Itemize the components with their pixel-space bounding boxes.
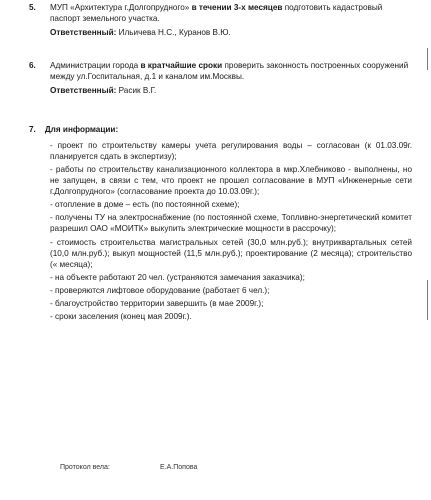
- item-6-text-pre: Администрации города: [50, 61, 141, 70]
- item-6-number: 6.: [29, 61, 36, 70]
- list-item: - стоимость строительства магистральных сетей (30,0 млн.руб.); внутриквартальных сетей (10,0 млн.руб.); выкуп мощностей (11,5 млн.руб.); проектирование (2 месяца); строительство (« месяца);: [50, 237, 412, 269]
- list-item: - проверяются лифтовое оборудование (работает 6 чел.);: [50, 285, 270, 295]
- list-item: - на объекте работают 20 чел. (устраняются замечания заказчика);: [50, 272, 305, 282]
- info-list: [50, 140, 412, 324]
- list-item: - отопление в доме – есть (по постоянной схеме);: [50, 200, 240, 210]
- item-5-text-post: подготовить кадастровый паспорт земельного участка.: [50, 3, 383, 24]
- scan-margin-mark: [427, 48, 428, 70]
- footer-recorder-name: Е.А.Попова: [160, 464, 198, 471]
- item-6: [29, 60, 410, 96]
- item-6-resp-names: Расик В.Г.: [116, 86, 157, 96]
- item-5: [29, 2, 410, 38]
- item-7-title: Для информации:: [44, 125, 119, 134]
- item-5-responsible: [50, 27, 410, 38]
- item-5-text: [50, 2, 410, 24]
- scan-margin-mark: [427, 280, 428, 320]
- item-6-responsible: [50, 85, 410, 96]
- list-item: - работы по строительству канализационного коллектора в мкр.Хлебниково - выполнены, но не запущен, в связи с тем, что проект не прошел согласование в МУП «Инженерные сети г.Долгопрудного» (согласование проекта до 10.03.09г.);: [50, 165, 412, 197]
- item-6-deadline: в кратчайшие сроки: [140, 61, 223, 70]
- list-item: - благоустройство территории завершить (в мае 2009г.);: [50, 298, 264, 308]
- item-5-resp-label: Ответственный:: [50, 28, 117, 38]
- item-5-text-pre: МУП «Архитектура г.Долгопрудного»: [50, 3, 192, 12]
- list-item: - проект по строительству камеры учета регулирования воды – согласован (к 01.03.09г. планируется сдать в экспертизу);: [50, 141, 412, 162]
- item-7-heading: [29, 124, 118, 135]
- item-6-resp-label: Ответственный:: [50, 86, 117, 96]
- item-6-text-post: проверить законность построенных сооружений между ул.Госпитальная, д.1 и каналом им.Москвы.: [50, 61, 409, 82]
- item-7-number: 7.: [29, 125, 36, 134]
- item-5-number: 5.: [29, 3, 36, 12]
- list-item: - получены ТУ на электроснабжение (по постоянной схеме, Топливно-энергетический комитет разрешил ОАО «МОИТК» выкупить электрические мощности в рассрочку);: [50, 213, 412, 234]
- footer-recorder-label: Протокол вела:: [60, 464, 110, 471]
- item-5-deadline: в течении 3-х месяцев: [191, 3, 283, 12]
- item-6-text: [50, 60, 410, 82]
- list-item: - сроки заселения (конец мая 2009г.).: [50, 311, 192, 321]
- item-5-resp-names: Ильичева Н.С., Куранов В.Ю.: [116, 28, 231, 38]
